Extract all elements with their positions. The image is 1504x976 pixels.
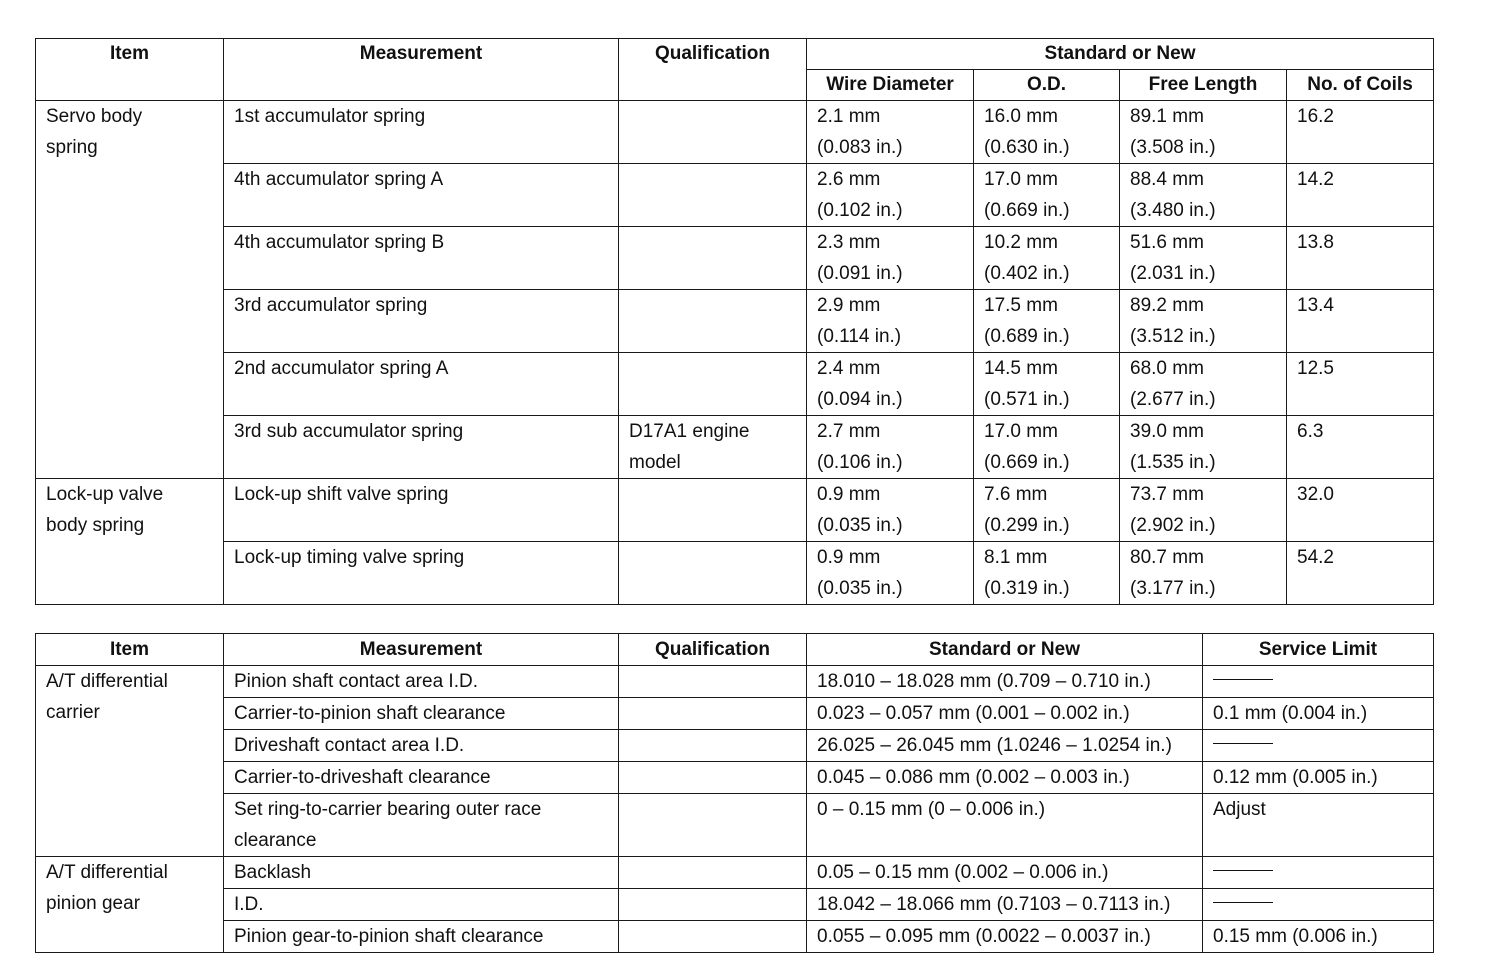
- wire-diameter-cell: [807, 542, 974, 605]
- dash-mark: [1213, 902, 1273, 903]
- wire-diameter-value: (0.114 in.): [817, 326, 902, 347]
- table-row: [36, 762, 1434, 794]
- table-row: [36, 542, 1434, 605]
- wire-diameter-value: 2.3 mm: [817, 232, 881, 253]
- od-cell: [974, 353, 1120, 416]
- wire-diameter-value: (0.083 in.): [817, 137, 903, 158]
- od-value: (0.299 in.): [984, 515, 1070, 536]
- service-limit-cell: 0.12 mm (0.005 in.): [1203, 762, 1434, 794]
- coils-cell: 13.4: [1287, 290, 1434, 353]
- wire-diameter-value: 2.7 mm: [817, 421, 881, 442]
- wire-diameter-value: (0.035 in.): [817, 515, 903, 536]
- free-length-value: (3.480 in.): [1130, 200, 1216, 221]
- qualification-cell: [619, 227, 807, 290]
- free-length-value: (3.177 in.): [1130, 578, 1216, 599]
- wire-diameter-value: 2.1 mm: [817, 106, 881, 127]
- od-value: (0.689 in.): [984, 326, 1070, 347]
- measurement-cell: [224, 857, 619, 889]
- wire-diameter-cell: [807, 479, 974, 542]
- measurement-cell: [224, 921, 619, 953]
- header-standard-or-new: Standard or New: [807, 634, 1203, 666]
- item-cell: [36, 479, 224, 605]
- measurement-cell: 4th accumulator spring A: [224, 164, 619, 227]
- header-standard-or-new: Standard or New: [807, 39, 1434, 70]
- qualification-cell: [619, 353, 807, 416]
- measurement-cell: 4th accumulator spring B: [224, 227, 619, 290]
- free-length-cell: [1120, 227, 1287, 290]
- header-measurement: Measurement: [224, 634, 619, 666]
- od-value: 7.6 mm: [984, 484, 1048, 505]
- measurement-text: Carrier-to-pinion shaft clearance: [234, 703, 506, 724]
- item-label: A/T differential: [46, 671, 168, 692]
- free-length-value: (2.677 in.): [1130, 389, 1216, 410]
- measurement-cell: [224, 889, 619, 921]
- free-length-value: 80.7 mm: [1130, 547, 1204, 568]
- item-label: carrier: [46, 702, 100, 723]
- table-row: [36, 857, 1434, 889]
- measurement-text: Carrier-to-driveshaft clearance: [234, 767, 491, 788]
- od-value: 17.0 mm: [984, 169, 1058, 190]
- table-row: [36, 479, 1434, 542]
- wire-diameter-cell: [807, 227, 974, 290]
- qualification-cell: [619, 542, 807, 605]
- standard-cell: 18.042 – 18.066 mm (0.7103 – 0.7113 in.): [807, 889, 1203, 921]
- item-label: A/T differential: [46, 862, 168, 883]
- od-cell: [974, 542, 1120, 605]
- free-length-value: 51.6 mm: [1130, 232, 1204, 253]
- wire-diameter-value: 2.4 mm: [817, 358, 881, 379]
- od-value: (0.402 in.): [984, 263, 1070, 284]
- table-row: [36, 921, 1434, 953]
- item-label: pinion gear: [46, 893, 141, 914]
- wire-diameter-cell: [807, 101, 974, 164]
- service-limit-cell: [1203, 857, 1434, 889]
- free-length-value: (2.902 in.): [1130, 515, 1216, 536]
- wire-diameter-value: (0.106 in.): [817, 452, 903, 473]
- wire-diameter-value: 2.9 mm: [817, 295, 881, 316]
- table-row: [36, 290, 1434, 353]
- wire-diameter-cell: [807, 290, 974, 353]
- qualification-cell: [619, 730, 807, 762]
- dash-mark: [1213, 679, 1273, 680]
- header-wire-diameter: Wire Diameter: [807, 70, 974, 101]
- dash-mark: [1213, 870, 1273, 871]
- service-limit-cell: [1203, 666, 1434, 698]
- qualification-cell: [619, 762, 807, 794]
- free-length-cell: [1120, 479, 1287, 542]
- qualification-cell: [619, 857, 807, 889]
- coils-cell: 54.2: [1287, 542, 1434, 605]
- item-cell: [36, 857, 224, 953]
- standard-cell: 18.010 – 18.028 mm (0.709 – 0.710 in.): [807, 666, 1203, 698]
- measurement-text: clearance: [234, 830, 317, 851]
- measurement-text: Pinion gear-to-pinion shaft clearance: [234, 926, 544, 947]
- item-label: body spring: [46, 515, 145, 536]
- wire-diameter-value: 0.9 mm: [817, 547, 881, 568]
- header-od: O.D.: [974, 70, 1120, 101]
- coils-cell: 13.8: [1287, 227, 1434, 290]
- header-no-of-coils: No. of Coils: [1287, 70, 1434, 101]
- measurement-text: Backlash: [234, 862, 312, 883]
- free-length-value: (2.031 in.): [1130, 263, 1216, 284]
- measurement-text: Set ring-to-carrier bearing outer race: [234, 799, 542, 820]
- item-cell: [36, 101, 224, 479]
- item-cell: [36, 666, 224, 857]
- od-value: (0.669 in.): [984, 200, 1070, 221]
- measurement-text: I.D.: [234, 894, 264, 915]
- free-length-value: (3.508 in.): [1130, 137, 1216, 158]
- measurement-cell: [224, 794, 619, 857]
- od-cell: [974, 290, 1120, 353]
- qualification-text: D17A1 engine: [629, 421, 750, 442]
- measurement-cell: 2nd accumulator spring A: [224, 353, 619, 416]
- measurement-cell: [224, 730, 619, 762]
- wire-diameter-value: (0.091 in.): [817, 263, 903, 284]
- service-limit-cell: 0.15 mm (0.006 in.): [1203, 921, 1434, 953]
- qualification-cell: [619, 290, 807, 353]
- qualification-cell: [619, 889, 807, 921]
- wire-diameter-cell: [807, 164, 974, 227]
- header-item: Item: [36, 39, 224, 101]
- free-length-value: 88.4 mm: [1130, 169, 1204, 190]
- coils-cell: 32.0: [1287, 479, 1434, 542]
- od-cell: [974, 101, 1120, 164]
- table-row: [36, 164, 1434, 227]
- qualification-text: model: [629, 452, 681, 473]
- spring-spec-table: [35, 38, 1434, 605]
- coils-cell: 6.3: [1287, 416, 1434, 479]
- qualification-cell: [619, 479, 807, 542]
- od-cell: [974, 479, 1120, 542]
- wire-diameter-cell: [807, 353, 974, 416]
- free-length-cell: [1120, 542, 1287, 605]
- od-value: (0.669 in.): [984, 452, 1070, 473]
- coils-cell: 12.5: [1287, 353, 1434, 416]
- measurement-cell: [224, 666, 619, 698]
- measurement-cell: Lock-up timing valve spring: [224, 542, 619, 605]
- free-length-cell: [1120, 290, 1287, 353]
- od-value: 14.5 mm: [984, 358, 1058, 379]
- standard-cell: 0.055 – 0.095 mm (0.0022 – 0.0037 in.): [807, 921, 1203, 953]
- table-row: [36, 101, 1434, 164]
- table-row: [36, 730, 1434, 762]
- measurement-cell: [224, 698, 619, 730]
- wire-diameter-value: 2.6 mm: [817, 169, 881, 190]
- wire-diameter-cell: [807, 416, 974, 479]
- free-length-value: 89.2 mm: [1130, 295, 1204, 316]
- free-length-value: (3.512 in.): [1130, 326, 1216, 347]
- measurement-cell: 1st accumulator spring: [224, 101, 619, 164]
- od-value: 10.2 mm: [984, 232, 1058, 253]
- qualification-cell: [619, 921, 807, 953]
- od-value: 8.1 mm: [984, 547, 1048, 568]
- measurement-cell: 3rd sub accumulator spring: [224, 416, 619, 479]
- wire-diameter-value: (0.094 in.): [817, 389, 903, 410]
- service-limit-cell: [1203, 889, 1434, 921]
- standard-cell: 0 – 0.15 mm (0 – 0.006 in.): [807, 794, 1203, 857]
- qualification-cell: [619, 164, 807, 227]
- od-cell: [974, 164, 1120, 227]
- qualification-cell: [619, 698, 807, 730]
- qualification-cell: [619, 666, 807, 698]
- free-length-value: (1.535 in.): [1130, 452, 1216, 473]
- table-row: [36, 666, 1434, 698]
- standard-cell: 0.05 – 0.15 mm (0.002 – 0.006 in.): [807, 857, 1203, 889]
- od-cell: [974, 227, 1120, 290]
- free-length-value: 39.0 mm: [1130, 421, 1204, 442]
- item-label: Lock-up valve: [46, 484, 164, 505]
- free-length-cell: [1120, 353, 1287, 416]
- table-row: [36, 416, 1434, 479]
- coils-cell: 16.2: [1287, 101, 1434, 164]
- item-label: Servo body: [46, 106, 143, 127]
- standard-cell: 0.023 – 0.057 mm (0.001 – 0.002 in.): [807, 698, 1203, 730]
- measurement-cell: 3rd accumulator spring: [224, 290, 619, 353]
- wire-diameter-value: 0.9 mm: [817, 484, 881, 505]
- service-limit-cell: 0.1 mm (0.004 in.): [1203, 698, 1434, 730]
- measurement-text: Driveshaft contact area I.D.: [234, 735, 465, 756]
- table-row: [36, 227, 1434, 290]
- table-row: [36, 353, 1434, 416]
- measurement-cell: Lock-up shift valve spring: [224, 479, 619, 542]
- wire-diameter-value: (0.035 in.): [817, 578, 903, 599]
- od-value: (0.571 in.): [984, 389, 1070, 410]
- differential-spec-table: [35, 633, 1434, 953]
- od-value: (0.319 in.): [984, 578, 1070, 599]
- od-value: (0.630 in.): [984, 137, 1070, 158]
- free-length-cell: [1120, 416, 1287, 479]
- od-value: 17.5 mm: [984, 295, 1058, 316]
- qualification-cell: [619, 416, 807, 479]
- standard-cell: 26.025 – 26.045 mm (1.0246 – 1.0254 in.): [807, 730, 1203, 762]
- item-label: spring: [46, 137, 98, 158]
- header-qualification: Qualification: [619, 39, 807, 101]
- measurement-text: Pinion shaft contact area I.D.: [234, 671, 478, 692]
- table-row: [36, 698, 1434, 730]
- standard-cell: 0.045 – 0.086 mm (0.002 – 0.003 in.): [807, 762, 1203, 794]
- qualification-cell: [619, 101, 807, 164]
- free-length-value: 89.1 mm: [1130, 106, 1204, 127]
- wire-diameter-value: (0.102 in.): [817, 200, 903, 221]
- header-free-length: Free Length: [1120, 70, 1287, 101]
- header-service-limit: Service Limit: [1203, 634, 1434, 666]
- header-qualification: Qualification: [619, 634, 807, 666]
- od-value: 16.0 mm: [984, 106, 1058, 127]
- od-cell: [974, 416, 1120, 479]
- service-limit-cell: [1203, 730, 1434, 762]
- table-row: [36, 889, 1434, 921]
- qualification-cell: [619, 794, 807, 857]
- free-length-value: 68.0 mm: [1130, 358, 1204, 379]
- od-value: 17.0 mm: [984, 421, 1058, 442]
- measurement-cell: [224, 762, 619, 794]
- table-row: [36, 794, 1434, 857]
- dash-mark: [1213, 743, 1273, 744]
- header-item: Item: [36, 634, 224, 666]
- coils-cell: 14.2: [1287, 164, 1434, 227]
- free-length-cell: [1120, 164, 1287, 227]
- header-measurement: Measurement: [224, 39, 619, 101]
- service-limit-cell: Adjust: [1203, 794, 1434, 857]
- free-length-value: 73.7 mm: [1130, 484, 1204, 505]
- free-length-cell: [1120, 101, 1287, 164]
